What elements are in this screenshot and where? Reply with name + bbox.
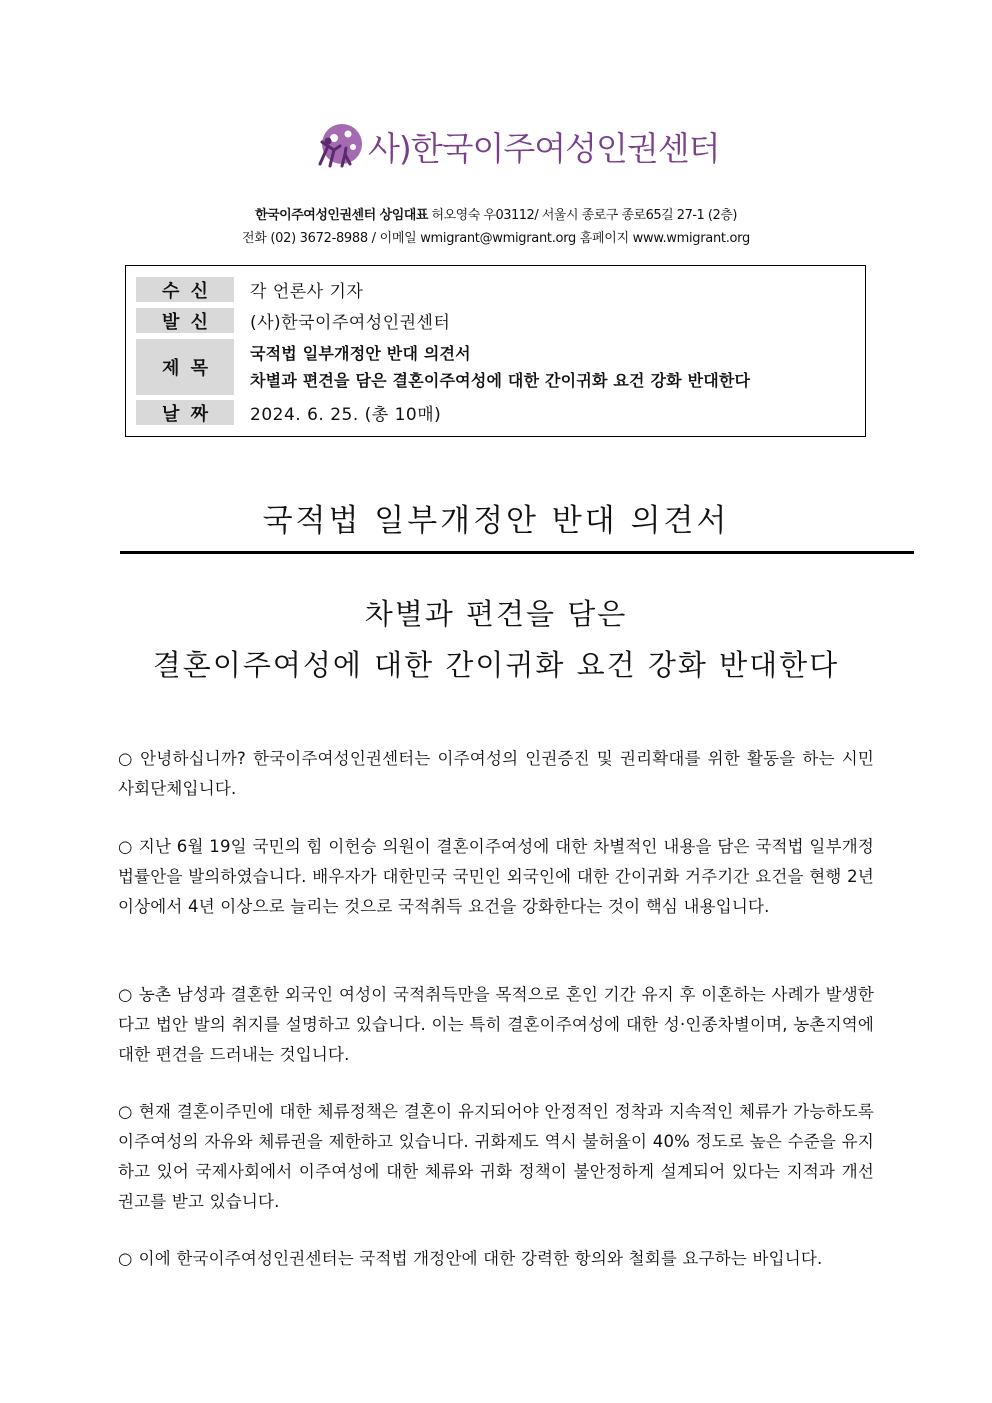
paragraph-text: 안녕하십니까? 한국이주여성인권센터는 이주여성의 인권증진 및 권리확대를 위한 활동을 하는 시민사회단체입니다. xyxy=(118,749,874,798)
date-value: 2024. 6. 25. (총 10매) xyxy=(250,405,442,425)
bullet-circle: ○ xyxy=(118,837,133,856)
subject-line-2: 차별과 편견을 담은 결혼이주여성에 대한 간이귀화 요건 강화 반대한다 xyxy=(250,371,751,390)
info-box xyxy=(125,265,866,437)
recipient-row xyxy=(136,277,855,302)
sender-value: (사)한국이주여성인권센터 xyxy=(250,313,451,333)
paragraph-text: 농촌 남성과 결혼한 외국인 여성이 국적취득만을 목적으로 혼인 기간 유지 후 이혼하는 사례가 발생한다고 법안 발의 취지를 설명하고 있습니다. 이는 특히 결혼이주여성에 대한 성·인종차별이며, 농촌지역에 대한 편견을 드러내는 것입니다. xyxy=(118,985,874,1064)
date-row xyxy=(136,400,855,425)
sender-label: 발 신 xyxy=(136,308,234,333)
bullet-circle: ○ xyxy=(118,1249,133,1268)
recipient-value: 각 언론사 기자 xyxy=(250,282,364,302)
recipient-label: 수 신 xyxy=(136,277,234,302)
paragraph-text: 현재 결혼이주민에 대한 체류정책은 결혼이 유지되어야 안정적인 정착과 지속적인 체류가 가능하도록 이주여성의 자유와 체류권을 제한하고 있습니다. 귀화제도 역시 불허율이 40% 정도로 높은 수준을 유지하고 있어 국제사회에서 이주여성에 대한 체류와 귀화 정책이 불안정하게 설계되어 있다는 지적과 개선 권고를 받고 있습니다. xyxy=(118,1102,874,1211)
subject-value xyxy=(250,340,750,394)
date-label: 날 짜 xyxy=(136,400,234,425)
organization-logo xyxy=(312,118,720,174)
logo-figures-icon xyxy=(312,120,364,172)
subtitle-line-1: 차별과 편견을 담은 xyxy=(364,597,628,631)
paragraph-5 xyxy=(118,1244,874,1274)
logo-text: 사)한국이주여성인권센터 xyxy=(368,128,720,168)
header-contact: 전화 (02) 3672-8988 / 이메일 wmigrant@wmigrant.org 홈페이지 www.wmigrant.org xyxy=(242,231,750,246)
paragraph-2 xyxy=(118,832,874,922)
header-representative xyxy=(0,204,992,223)
subtitle-line-2: 결혼이주여성에 대한 간이귀화 요건 강화 반대한다 xyxy=(152,648,840,682)
document-title: 국적법 일부개정안 반대 의견서 xyxy=(262,503,730,539)
subject-line-1: 국적법 일부개정안 반대 의견서 xyxy=(250,344,471,363)
bullet-circle: ○ xyxy=(118,985,133,1004)
paragraph-1 xyxy=(118,744,874,804)
paragraph-text: 이에 한국이주여성인권센터는 국적법 개정안에 대한 강력한 항의와 철회를 요구하는 바입니다. xyxy=(138,1249,823,1268)
bullet-circle: ○ xyxy=(118,749,135,768)
subject-label: 제 목 xyxy=(136,339,234,395)
paragraph-4 xyxy=(118,1097,874,1217)
subject-row xyxy=(136,339,855,395)
paragraph-text: 지난 6월 19일 국민의 힘 이헌승 의원이 결혼이주여성에 대한 차별적인 내용을 담은 국적법 일부개정 법률안을 발의하였습니다. 배우자가 대한민국 국민인 외국인에 대한 간이귀화 거주기간 요건을 현행 2년 이상에서 4년 이상으로 늘리는 것으로 국적취득 요건을 강화한다는 것이 핵심 내용입니다. xyxy=(118,837,874,916)
bullet-circle: ○ xyxy=(118,1102,133,1121)
paragraph-3 xyxy=(118,980,874,1070)
title-divider xyxy=(120,551,914,554)
header-rep-address: 허오영숙 우03112/ 서울시 종로구 종로65길 27-1 (2층) xyxy=(431,208,737,223)
sender-row xyxy=(136,308,855,333)
header-org-rep: 한국이주여성인권센터 상임대표 xyxy=(255,208,428,223)
